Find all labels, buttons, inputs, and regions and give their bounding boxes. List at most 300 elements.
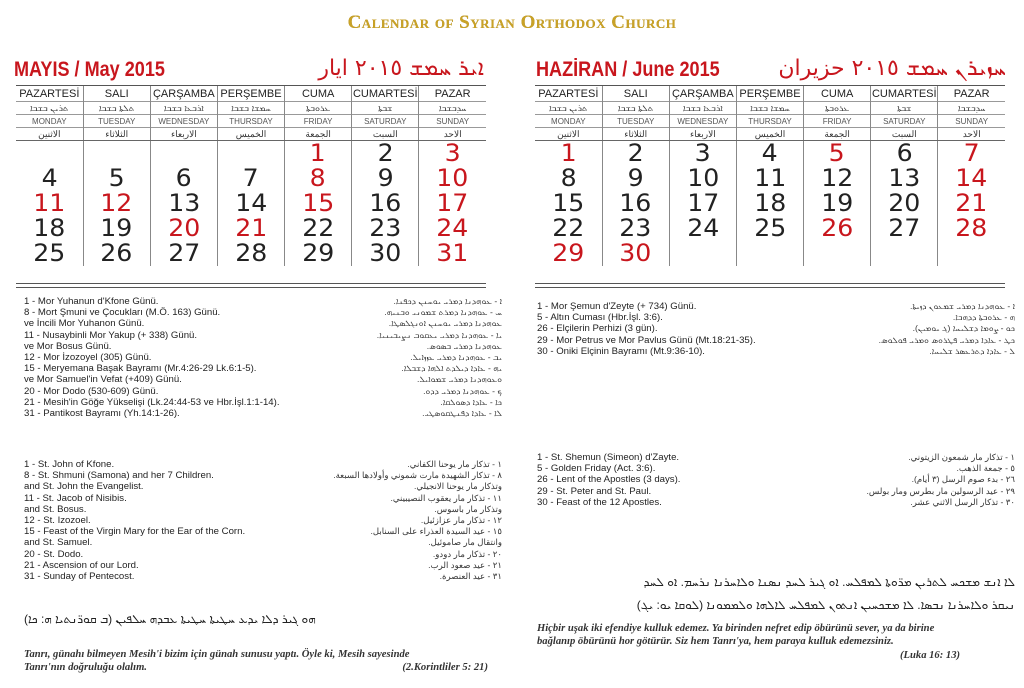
day-number: 12 — [821, 164, 854, 192]
event-text-rtl: ܟ - ܥܘܗܕܢܐ ܕܡܪܝ ܕܕܘ. — [423, 385, 502, 396]
june-weekday-en: FRIDAY — [804, 115, 871, 128]
event-text: 15 - Feast of the Virgin Mary for the Ear of the Corn. — [24, 526, 246, 538]
day-cell — [871, 216, 938, 241]
june-month-arabic: ܚܙܝܪܢ ܚܡܫ ٢٠١٥ حزيران — [778, 56, 1006, 81]
day-number: 17 — [686, 189, 719, 217]
event-text: 11 - Nusaybinli Mor Yakup (+ 338) Günü. — [24, 329, 198, 341]
may-quote-syriac: ܗܘ ܓܝܪ ܕܠܐ ܝܕܥ ܚܛܝܬܐ ܚܛܝܬܐ ܥܒܕܗ ܚܠܦܝܢ (ܒ ܩܘܪ̈ܢܬܝܐ ܗ: ܟܐ) — [24, 612, 316, 626]
day-cell — [217, 166, 284, 191]
may-weekday-tr: CUMARTESİ — [352, 87, 418, 100]
day-number: 15 — [552, 189, 585, 217]
june-weekday-sy: ܐܪܒܥܐ ܒܫܒܐ — [669, 102, 736, 115]
event-row — [24, 386, 502, 397]
day-cell — [150, 141, 217, 167]
day-cell — [804, 216, 871, 241]
day-number: 27 — [888, 214, 921, 242]
day-number: 12 — [100, 189, 133, 217]
event-text-rtl: ܟܘ - ܨܘܡܐ ܕܫܠܝܚܐ (ܓ ܝܘܡܝܢ). — [912, 323, 1015, 334]
may-weekday-ar: الاربعاء — [150, 128, 217, 141]
day-cell — [419, 141, 486, 167]
event-row — [537, 497, 1015, 508]
may-weekday-tr: CUMA — [285, 86, 352, 102]
day-number: 29 — [552, 239, 585, 267]
day-number: 4 — [41, 164, 58, 192]
may-weekday-ar: الجمعة — [285, 128, 352, 141]
event-text: 31 - Sunday of Pentecost. — [24, 570, 135, 582]
event-text: 26 - Elçilerin Perhizi (3 gün). — [537, 323, 658, 335]
event-text-rtl: ١١ - تذكار مار يعقوب النصيبيني. — [390, 492, 502, 503]
june-quote-syriac-1: ܠܐ ܐܢܫ ܡܫܟܚ ܠܬܪܝܢ ܡܪ̈ܘܬܐ ܠܡܦܠܚ. ܐܘ ܓܝܪ ܠܚܕ ܢܣܢܐ ܘܠܐܚܪܢܐ ܢܪܚܡ. ܐܘ ܠܚܕ — [643, 575, 1015, 589]
double-rule — [535, 287, 1005, 288]
june-weekday-sy: ܬܠܬܐ ܒܫܒܐ — [602, 102, 669, 115]
day-cell — [419, 241, 486, 266]
june-week-row — [535, 216, 1005, 241]
day-cell — [217, 216, 284, 241]
june-week-row — [535, 166, 1005, 191]
day-number: 11 — [33, 189, 66, 217]
event-text-rtl: ܟܐ - ܥܐܕܐ ܕܣܘܠܩܐ. — [440, 396, 502, 407]
day-cell — [352, 241, 419, 266]
day-number: 21 — [234, 214, 268, 242]
calendar-title: Calendar of Syrian Orthodox Church — [347, 12, 677, 33]
event-text-rtl: ٢٩ - عيد الرسولين مار بطرس ومار بولس. — [866, 485, 1015, 496]
day-cell — [804, 166, 871, 191]
event-text: 1 - St. John of Kfone. — [24, 459, 115, 470]
may-weekday-en: SUNDAY — [419, 115, 486, 128]
event-row — [24, 374, 502, 385]
day-number: 19 — [100, 214, 133, 242]
event-row — [537, 323, 1015, 334]
day-cell — [938, 166, 1005, 191]
day-number: 15 — [302, 189, 335, 217]
event-text: 20 - St. Dodo. — [24, 548, 84, 560]
day-number: 21 — [955, 189, 988, 217]
day-cell — [150, 191, 217, 216]
day-number: 7 — [963, 139, 980, 167]
june-week-row — [535, 141, 1005, 167]
may-quote-line-2: Tanrı'nın doğruluğu olalım. — [24, 662, 147, 673]
day-cell — [669, 216, 736, 241]
june-header-row-tr — [535, 86, 1005, 102]
event-text-rtl: ܟܛ - ܥܐܕܐ ܕܡܪܝ ܦܛܪܘܣ ܘܡܪܝ ܦܘܠܘܣ. — [878, 334, 1015, 345]
day-number: 23 — [369, 214, 402, 242]
event-text: 21 - Ascension of our Lord. — [24, 559, 139, 571]
may-week-row — [16, 166, 486, 191]
event-text-rtl: ܥܘܗܕܢܐ ܕܡܪܝ ܒܣܘܣ. — [426, 340, 502, 351]
day-cell — [419, 216, 486, 241]
day-number: 8 — [560, 164, 577, 192]
day-cell — [217, 191, 284, 216]
day-cell — [938, 216, 1005, 241]
day-number: 20 — [167, 214, 200, 242]
event-row — [537, 463, 1015, 474]
day-number: 14 — [234, 189, 268, 217]
event-row — [537, 301, 1015, 312]
june-weekday-ar: الجمعة — [804, 128, 871, 141]
day-cell — [285, 241, 352, 266]
event-row — [24, 549, 502, 560]
event-text-rtl: ܚ - ܥܘܗܕܢܐ ܕܡܪܬ ܫܡܘܢܝ ܘܒܢܝܗ. — [384, 307, 502, 318]
event-text: and St. John the Evangelist. — [24, 481, 144, 493]
event-text: 31 - Pantikost Bayramı (Yh.14:1-26). — [24, 407, 180, 419]
day-number: 2 — [377, 139, 394, 167]
day-cell — [352, 166, 419, 191]
day-number: 29 — [302, 239, 335, 267]
event-text: 5 - Altın Cuması (Hbr.İşl. 3:6). — [537, 312, 663, 324]
day-cell — [16, 241, 83, 266]
june-weekday-tr: CUMARTESİ — [871, 87, 937, 100]
event-text: 8 - Mort Şmuni ve Çocukları (M.Ö. 163) Günü. — [24, 307, 221, 319]
event-text: 8 - St. Shmuni (Samona) and her 7 Children. — [24, 470, 214, 482]
may-week-row — [16, 191, 486, 216]
event-text: 20 - Mor Dodo (530-609) Günü. — [24, 385, 159, 397]
event-text-rtl: ١ - تذكار مار شمعون الزيتوني. — [908, 452, 1015, 462]
event-text-rtl: ٣١ - عيد العنصرة. — [439, 570, 502, 581]
june-weekday-ar: الاحد — [938, 128, 1005, 141]
june-weekday-tr: ÇARŞAMBA — [669, 86, 736, 102]
day-cell — [285, 141, 352, 167]
day-cell — [83, 166, 150, 191]
may-weekday-sy: ܥܪܘܒܬܐ — [285, 102, 352, 115]
day-number: 19 — [821, 189, 854, 217]
day-cell — [352, 216, 419, 241]
event-row — [24, 296, 502, 307]
day-cell — [871, 166, 938, 191]
day-cell — [535, 191, 602, 216]
event-row — [24, 363, 502, 374]
day-number: 31 — [436, 239, 469, 267]
day-cell — [602, 191, 669, 216]
event-text-rtl: ٣٠ - تذكار الرسل الاثني عشر. — [910, 496, 1015, 507]
day-cell — [150, 241, 217, 266]
day-number: 26 — [821, 214, 854, 242]
event-text: and St. Bosus. — [24, 503, 87, 515]
event-text-rtl: ܐ - ܥܘܗܕܢܐ ܕܡܪܝ ܫܡܥܘܢ ܕܙܝܬܐ. — [909, 301, 1015, 311]
day-number: 25 — [753, 214, 787, 242]
event-text: ve Mor Samuel'in Vefat (+409) Günü. — [24, 374, 182, 386]
may-weekday-tr: PERŞEMBE — [217, 86, 284, 102]
may-week-row — [16, 141, 486, 167]
day-number: 30 — [619, 239, 652, 267]
day-cell — [736, 216, 803, 241]
day-number: 28 — [234, 239, 268, 267]
day-number: 3 — [444, 139, 461, 167]
day-number: 9 — [627, 164, 644, 192]
june-weekday-en: SATURDAY — [871, 115, 938, 128]
may-weekday-en: SATURDAY — [352, 115, 419, 128]
day-number: 8 — [310, 164, 327, 192]
event-text: 30 - Feast of the 12 Apostles. — [537, 496, 662, 508]
may-weekday-ar: الاثنين — [16, 128, 83, 141]
day-cell — [736, 166, 803, 191]
may-month-label: MAYIS / May 2015 — [14, 58, 165, 81]
june-quote-line-1: Hiçbir uşak iki efendiye kulluk edemez. Ya birinden nefret edip öbürünü sever, ya da birine — [537, 623, 935, 634]
day-cell — [669, 241, 736, 266]
day-cell — [871, 241, 938, 266]
event-text: 21 - Mesih'in Göğe Yükselişi (Lk.24:44-53 ve Hbr.İşl.1:1-14). — [24, 396, 280, 408]
event-text: 12 - Mor İzozoyel (305) Günü. — [24, 351, 152, 363]
june-calendar-grid — [535, 85, 1005, 284]
june-weekday-ar: السبت — [871, 128, 938, 141]
june-weekday-sy: ܥܪܘܒܬܐ — [804, 102, 871, 115]
june-month-header — [536, 58, 1006, 82]
day-number: 4 — [761, 139, 779, 167]
day-cell — [535, 166, 602, 191]
june-weekday-ar: الاثنين — [535, 128, 602, 141]
may-month-arabic: ܐܝܪ ܚܡܫ ٢٠١٥ ايار — [318, 56, 484, 81]
event-row — [24, 537, 502, 548]
may-header-row-tr — [16, 86, 486, 102]
june-header-row-sy — [535, 102, 1005, 115]
event-text-rtl: ܐ - ܥܘܗܕܢܐ ܕܡܪܝ ܝܘܚܢܢ ܕܟܦܢܐ. — [393, 296, 502, 306]
event-text: 5 - Golden Friday (Act. 3:6). — [537, 463, 656, 475]
june-month-label: HAZİRAN / June 2015 — [536, 58, 720, 81]
june-weekday-en: SUNDAY — [938, 115, 1005, 128]
day-cell — [16, 141, 83, 167]
event-text-rtl: ١٥ - عيد السيدة العذراء على السنابل. — [370, 526, 502, 537]
event-text-rtl: ٢٦ - بدء صوم الرسل (٣ أيام). — [911, 474, 1015, 485]
june-weekday-tr: PAZARTESİ — [538, 87, 599, 100]
event-row — [24, 515, 502, 526]
day-cell — [535, 241, 602, 266]
event-text-rtl: ܠ - ܥܐܕܐ ܕܬܪܥܣܪ ܫܠܝܚܐ. — [929, 345, 1015, 356]
june-header-row-en — [535, 115, 1005, 128]
event-row — [24, 318, 502, 329]
june-weekday-ar: الخميس — [736, 128, 803, 141]
may-header-row-sy — [16, 102, 486, 115]
day-cell — [804, 141, 871, 167]
event-text: 26 - Lent of the Apostles (3 days). — [537, 474, 681, 486]
event-text-rtl: ܥܘܗܕܢܐ ܕܡܪܝ ܝܘܚܢܢ ܐܘܢܓܠܣܛܐ. — [388, 318, 502, 329]
june-quote-line-2: bağlanıp öbürünü hor götürür. Siz hem Tanrı'ya, hem paraya kulluk edemezsiniz. — [537, 636, 894, 647]
june-weekday-en: TUESDAY — [602, 115, 669, 128]
event-text: 1 - Mor Yuhanun d'Kfone Günü. — [24, 296, 159, 307]
may-header-row-ar — [16, 128, 486, 141]
june-weekday-sy: ܚܕܒܫܒܐ — [938, 102, 1005, 115]
may-weekday-tr: ÇARŞAMBA — [150, 86, 217, 102]
may-weekday-en: TUESDAY — [83, 115, 150, 128]
event-row — [24, 459, 502, 470]
day-cell — [736, 241, 803, 266]
event-text-rtl: ܝܐ - ܥܘܗܕܢܐ ܕܡܪܝ ܝܥܩܘܒ ܢܨܝܒܝܢܝܐ. — [376, 329, 502, 340]
event-text-rtl: ١ - تذكار مار يوحنا الكفاني. — [407, 459, 502, 469]
day-number: 10 — [686, 164, 719, 192]
day-cell — [804, 241, 871, 266]
june-weekday-sy: ܫܒܬܐ — [871, 102, 938, 115]
day-cell — [804, 191, 871, 216]
event-row — [537, 312, 1015, 323]
day-cell — [150, 166, 217, 191]
event-text-rtl: ٥ - جمعة الذهب. — [956, 463, 1015, 474]
day-number: 6 — [175, 164, 192, 192]
may-weekday-sy: ܬܪܝܢ ܒܫܒܐ — [16, 102, 83, 115]
day-cell — [83, 141, 150, 167]
june-weekday-tr: CUMA — [804, 86, 871, 102]
day-number: 22 — [552, 214, 585, 242]
event-text: 29 - St. Peter and St. Paul. — [537, 485, 652, 497]
event-text-rtl: وتذكار مار يوحنا الانجيلي. — [413, 481, 502, 492]
june-weekday-en: MONDAY — [535, 115, 602, 128]
event-text: 11 - St. Jacob of Nisibis. — [24, 492, 127, 504]
day-cell — [871, 141, 938, 167]
may-weekday-en: MONDAY — [16, 115, 83, 128]
event-text-rtl: ܠܐ - ܥܐܕܐ ܕܦܢܛܩܘܣܛܝ. — [422, 407, 502, 418]
day-cell — [83, 241, 150, 266]
day-number: 3 — [694, 139, 711, 167]
day-cell — [669, 166, 736, 191]
day-number: 20 — [888, 189, 921, 217]
event-row — [537, 474, 1015, 485]
june-weekday-tr: SALI — [602, 86, 669, 102]
june-weekday-sy: ܚܡܫܐ ܒܫܒܐ — [736, 102, 803, 115]
day-cell — [83, 216, 150, 241]
may-weekday-tr: PAZARTESİ — [19, 87, 80, 100]
day-number: 6 — [896, 139, 913, 167]
event-text: and St. Samuel. — [24, 537, 93, 549]
day-cell — [150, 216, 217, 241]
day-number: 1 — [310, 139, 327, 167]
day-number: 14 — [955, 164, 988, 192]
event-text-rtl: ܝܒ - ܥܘܗܕܢܐ ܕܡܪܝ ܥܙܙܐܝܠ. — [410, 351, 502, 362]
june-weekday-en: THURSDAY — [736, 115, 803, 128]
event-text: 30 - Oniki Elçinin Bayramı (Mt.9:36-10). — [537, 345, 705, 357]
event-text-rtl: ١٢ - تذكار مار عزازئيل. — [420, 514, 502, 525]
day-number: 9 — [377, 164, 394, 192]
day-cell — [285, 216, 352, 241]
event-text: 15 - Meryemana Başak Bayramı (Mr.4:26-29 Lk.6:1-5). — [24, 363, 257, 375]
event-text: ve İncili Mor Yuhanon Günü. — [24, 318, 145, 330]
may-weekday-tr: SALI — [83, 86, 150, 102]
day-number: 24 — [436, 214, 469, 242]
event-text-rtl: ٨ - تذكار الشهيدة مارت شموني وأولادها السبعة. — [333, 470, 502, 481]
day-number: 22 — [302, 214, 335, 242]
day-cell — [285, 191, 352, 216]
day-cell — [602, 216, 669, 241]
event-text: ve Mor Bosus Günü. — [24, 340, 112, 352]
may-week-row — [16, 216, 486, 241]
day-cell — [669, 141, 736, 167]
day-cell — [938, 241, 1005, 266]
double-rule — [16, 287, 486, 288]
event-row — [537, 452, 1015, 463]
event-text-rtl: وتذكار مار باسوس. — [434, 503, 502, 514]
may-weekday-sy: ܚܡܫܐ ܒܫܒܐ — [217, 102, 284, 115]
day-cell — [938, 191, 1005, 216]
day-cell — [419, 166, 486, 191]
day-number: 10 — [436, 164, 469, 192]
day-number: 26 — [100, 239, 133, 267]
day-cell — [736, 141, 803, 167]
event-row — [24, 504, 502, 515]
june-quote-reference: (Luka 16: 13) — [900, 650, 961, 661]
day-cell — [285, 166, 352, 191]
may-weekday-tr: PAZAR — [419, 86, 486, 102]
event-row — [24, 481, 502, 492]
may-weekday-sy: ܐܪܒܥܐ ܒܫܒܐ — [150, 102, 217, 115]
may-calendar-table — [16, 86, 486, 266]
day-cell — [669, 191, 736, 216]
june-calendar-table — [535, 86, 1005, 266]
may-english-events — [24, 459, 502, 582]
event-row — [24, 341, 502, 352]
june-weekday-en: WEDNESDAY — [669, 115, 736, 128]
event-row — [24, 470, 502, 481]
day-cell — [352, 191, 419, 216]
day-cell — [602, 166, 669, 191]
day-number: 18 — [753, 189, 787, 217]
june-weekday-ar: الاربعاء — [669, 128, 736, 141]
day-number: 23 — [619, 214, 652, 242]
may-weekday-ar: الخميس — [217, 128, 284, 141]
june-week-row — [535, 241, 1005, 266]
day-cell — [535, 141, 602, 167]
event-row — [24, 408, 502, 419]
may-weekday-ar: الثلاثاء — [83, 128, 150, 141]
event-row — [24, 571, 502, 582]
day-cell — [352, 141, 419, 167]
event-text-rtl: ܗ - ܥܪܘܒܬܐ ܕܕܗܒܐ. — [952, 312, 1015, 323]
day-number: 25 — [33, 239, 66, 267]
june-turkish-events — [537, 301, 1015, 357]
event-text: 1 - Mor Şemun d'Zeyte (+ 734) Günü. — [537, 301, 697, 312]
event-row — [537, 486, 1015, 497]
event-row — [24, 330, 502, 341]
day-number: 27 — [167, 239, 200, 267]
june-weekday-sy: ܬܪܝܢ ܒܫܒܐ — [535, 102, 602, 115]
may-turkish-events — [24, 296, 502, 419]
may-weekday-en: FRIDAY — [285, 115, 352, 128]
day-number: 13 — [888, 164, 921, 192]
may-weekday-en: THURSDAY — [217, 115, 284, 128]
june-week-row — [535, 191, 1005, 216]
day-number: 11 — [753, 164, 787, 192]
day-number: 5 — [108, 164, 125, 192]
event-text-rtl: ٢٠ - تذكار مار دودو. — [432, 548, 502, 559]
day-number: 16 — [619, 189, 652, 217]
june-weekday-tr: PAZAR — [938, 86, 1005, 102]
day-cell — [871, 191, 938, 216]
day-cell — [16, 191, 83, 216]
may-month-header — [14, 58, 484, 82]
event-text: 1 - St. Shemun (Simeon) d'Zayte. — [537, 452, 680, 463]
day-cell — [602, 141, 669, 167]
may-weekday-sy: ܫܒܬܐ — [352, 102, 419, 115]
may-weekday-ar: السبت — [352, 128, 419, 141]
day-number: 24 — [686, 214, 719, 242]
day-cell — [419, 191, 486, 216]
day-cell — [535, 216, 602, 241]
june-weekday-ar: الثلاثاء — [602, 128, 669, 141]
june-quote-syriac-2: ܢܝܩܪ ܘܠܐܚܪܢܐ ܢܒܣܐ. ܠܐ ܡܫܟܚܝܢ ܐܢܬܘܢ ܠܡܦܠܚ ܠܐܠܗܐ ܘܠܡܡܘܢܐ (ܠܘܩܐ ܝܘ: ܝܓ) — [636, 598, 1015, 612]
day-number: 17 — [436, 189, 469, 217]
day-number: 1 — [560, 139, 577, 167]
event-row — [24, 352, 502, 363]
event-text-rtl: وانتقال مار صاموئيل. — [428, 537, 502, 548]
may-quote — [24, 648, 502, 674]
may-quote-line-1: Tanrı, günahı bilmeyen Mesih'i bizim için günah sunusu yaptı. Öyle ki, Mesih sayesinde — [24, 649, 410, 660]
day-cell — [938, 141, 1005, 167]
day-cell — [16, 216, 83, 241]
day-number: 7 — [242, 164, 260, 192]
day-number: 13 — [167, 189, 200, 217]
day-cell — [217, 141, 284, 167]
day-number: 28 — [955, 214, 988, 242]
day-number: 2 — [627, 139, 644, 167]
day-cell — [217, 241, 284, 266]
may-weekday-sy: ܚܕܒܫܒܐ — [419, 102, 486, 115]
june-english-events — [537, 452, 1015, 508]
june-weekday-tr: PERŞEMBE — [736, 86, 803, 102]
